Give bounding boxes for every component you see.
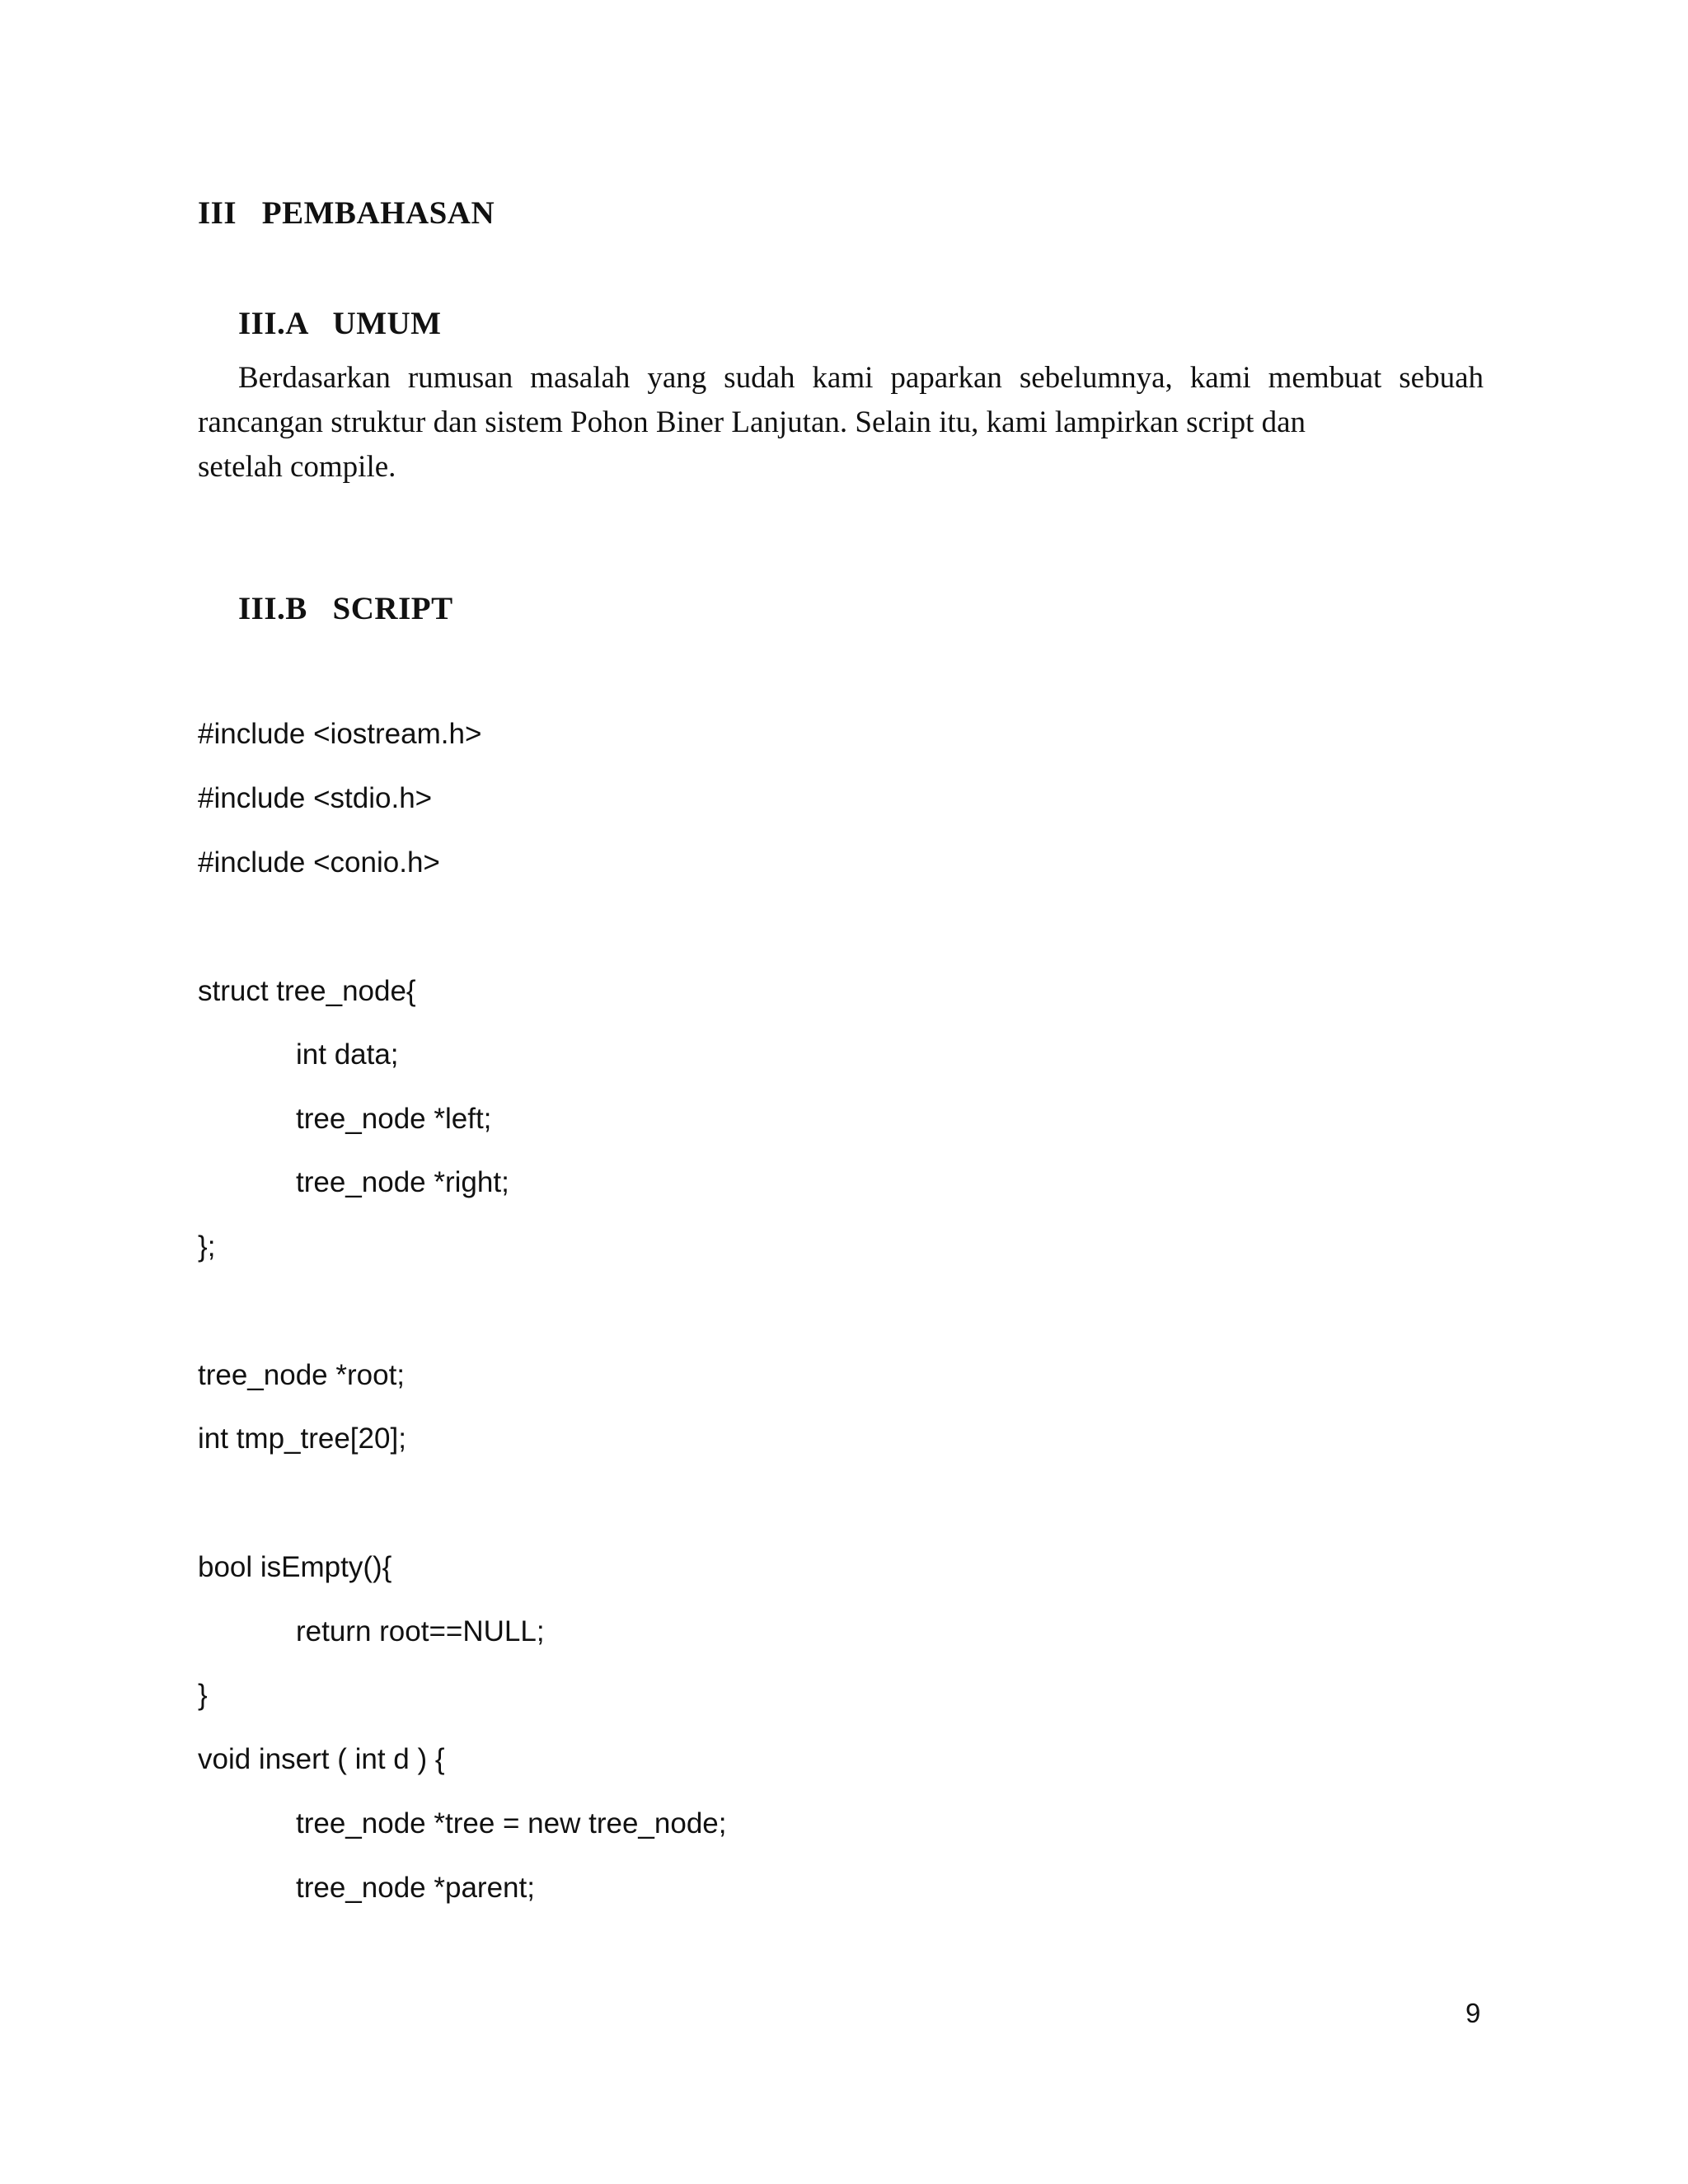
paragraph-line: setelah compile. xyxy=(198,450,396,484)
paragraph-line: rancangan struktur dan sistem Pohon Biner Lanjutan. Selain itu, kami lampirkan script dan xyxy=(198,405,1306,439)
code-line: bool isEmpty(){ xyxy=(198,1551,392,1583)
code-line: tree_node *tree = new tree_node; xyxy=(296,1807,727,1840)
code-line: tree_node *left; xyxy=(296,1103,492,1135)
section-heading: III PEMBAHASAN xyxy=(198,195,495,231)
umum-paragraph xyxy=(198,356,1484,490)
subsection-heading-script: III.B SCRIPT xyxy=(238,591,453,626)
code-line: tree_node *root; xyxy=(198,1359,406,1391)
code-line: #include <conio.h> xyxy=(198,846,440,879)
paragraph-line: Berdasarkan rumusan masalah yang sudah kami paparkan sebelumnya, kami membuat sebuah xyxy=(238,361,1484,395)
code-line: } xyxy=(198,1679,208,1711)
code-line: return root==NULL; xyxy=(296,1615,545,1647)
page-number: 9 xyxy=(1465,1998,1481,2028)
code-line: }; xyxy=(198,1230,216,1263)
code-line: tree_node *right; xyxy=(296,1166,509,1198)
code-line: struct tree_node{ xyxy=(198,975,416,1007)
subsection-heading-umum: III.A UMUM xyxy=(238,306,442,341)
code-line: void insert ( int d ) { xyxy=(198,1743,445,1775)
code-line: #include <stdio.h> xyxy=(198,782,433,814)
code-line: int tmp_tree[20]; xyxy=(198,1422,406,1455)
code-line: #include <iostream.h> xyxy=(198,718,482,750)
code-line: int data; xyxy=(296,1038,399,1071)
code-line: tree_node *parent; xyxy=(296,1872,535,1904)
